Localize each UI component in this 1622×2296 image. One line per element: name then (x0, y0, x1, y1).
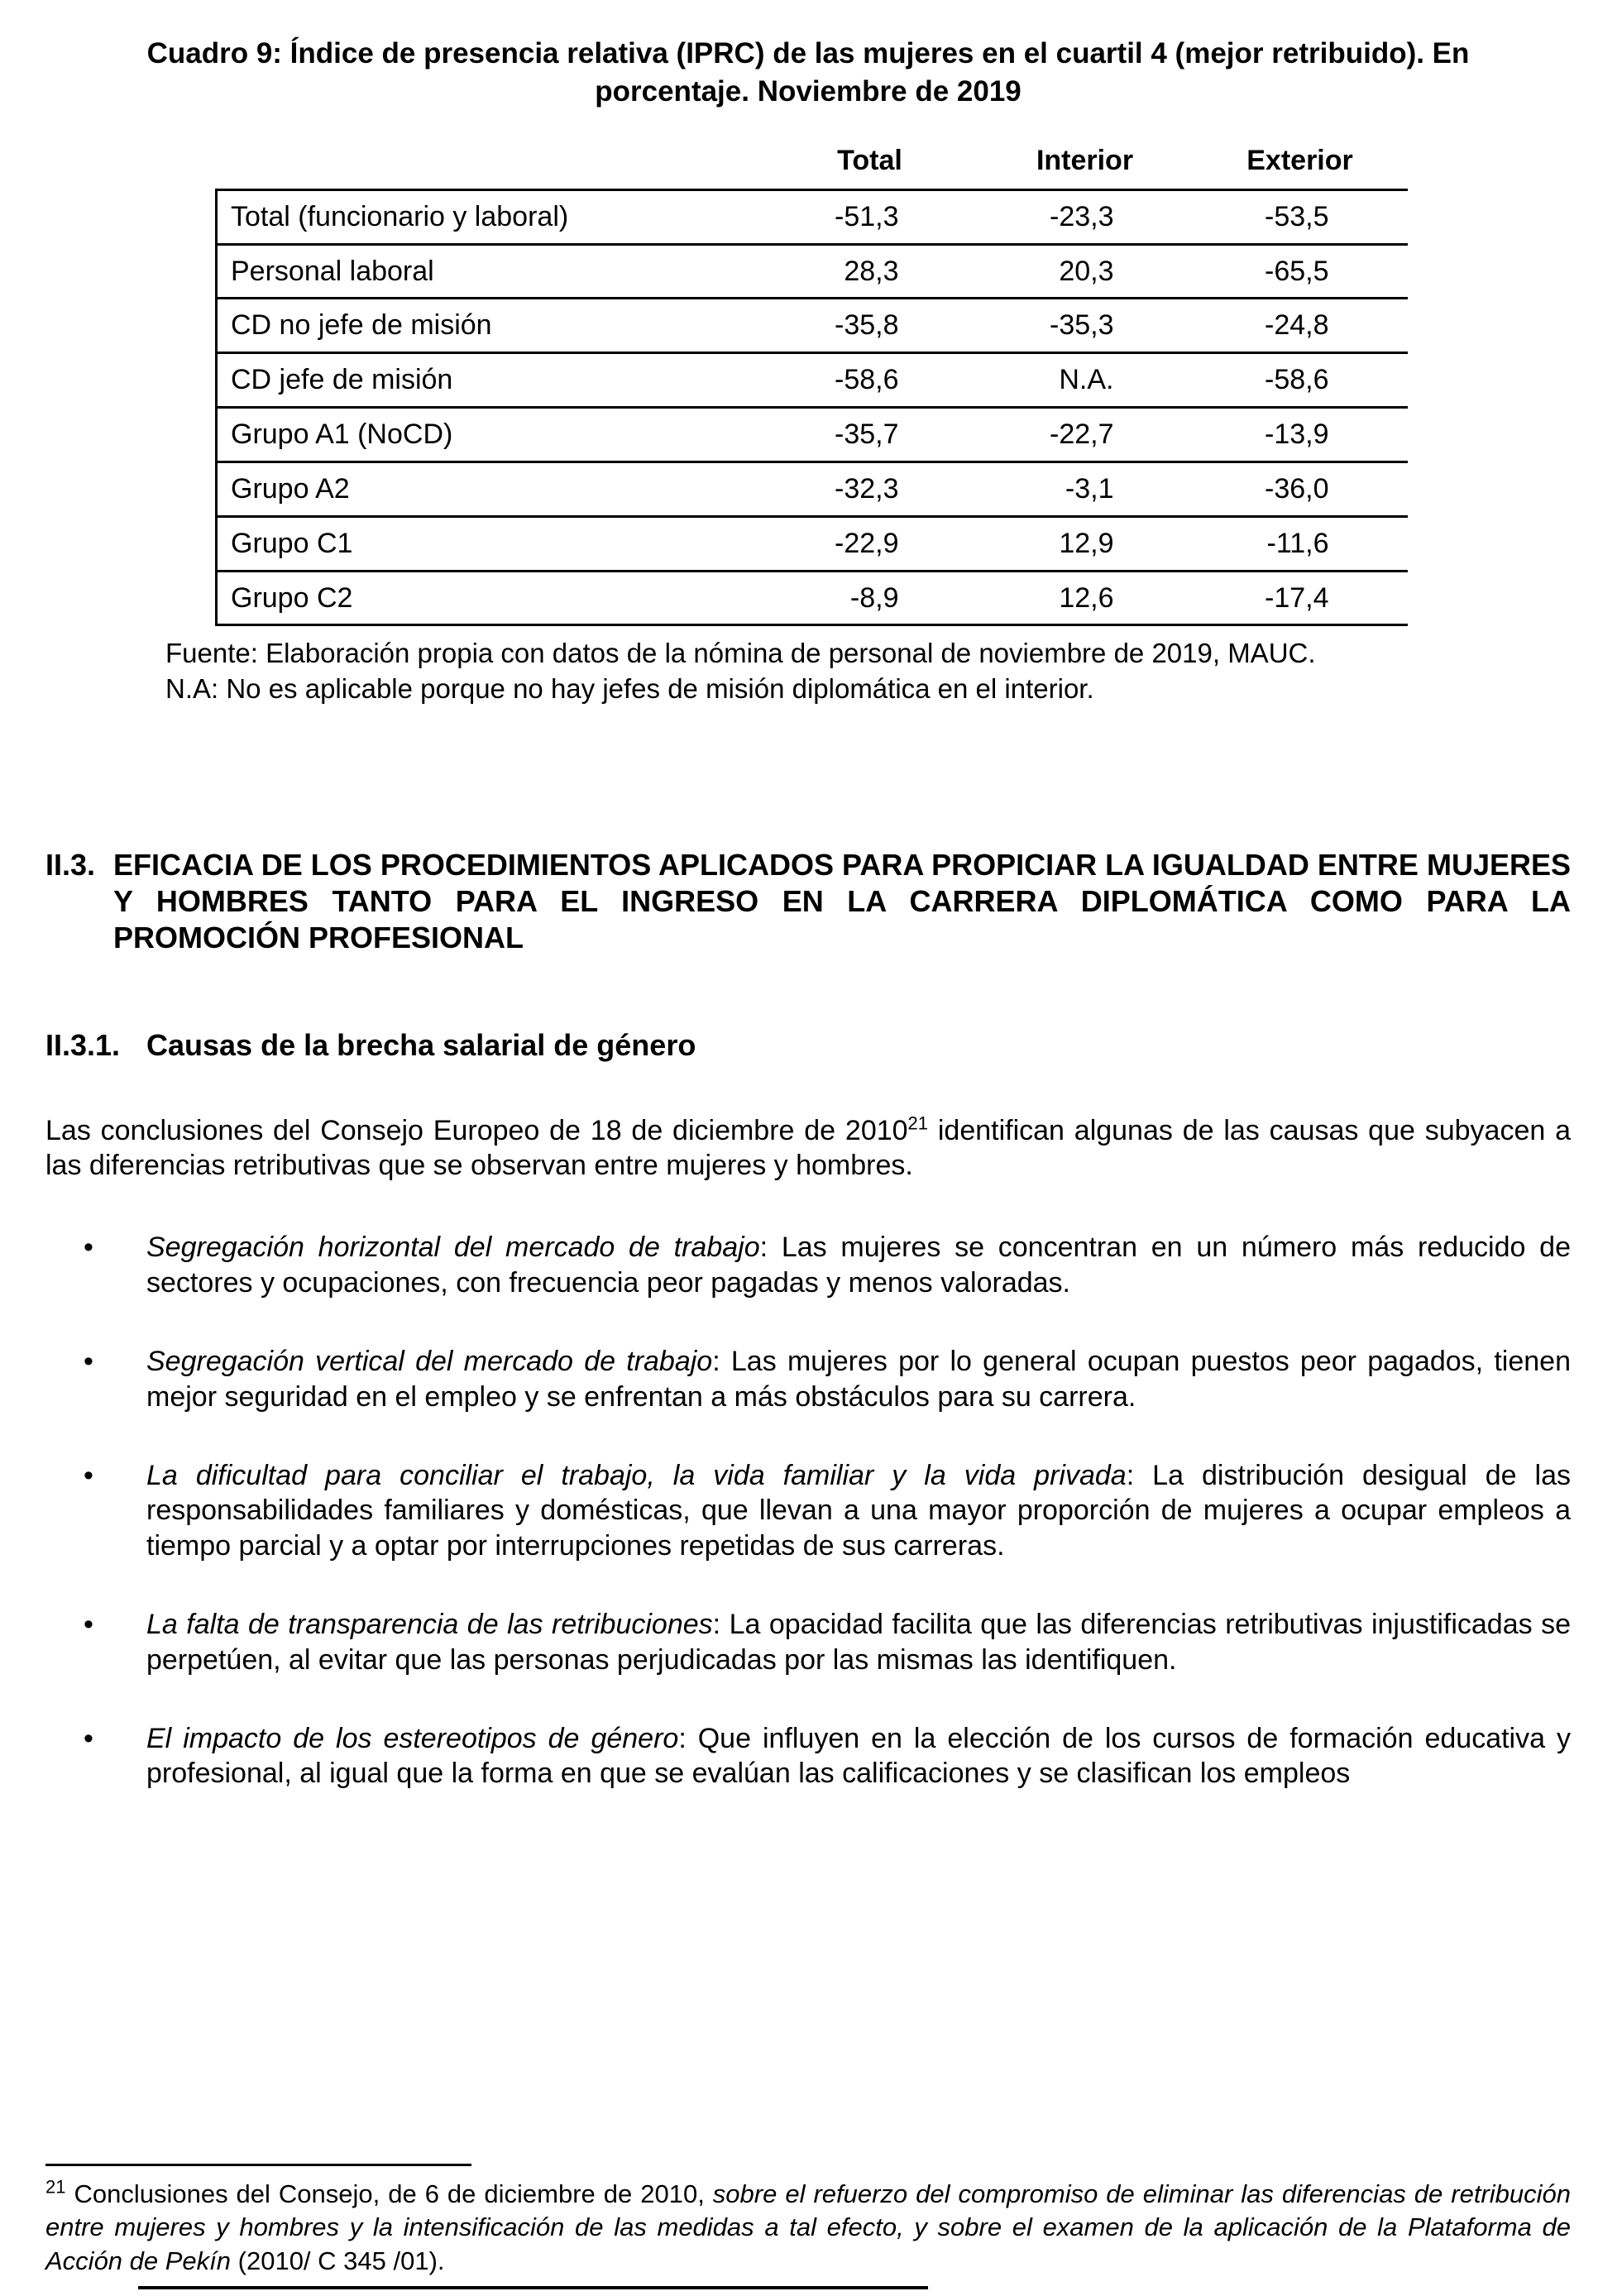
bullet-icon: • (84, 1722, 93, 1754)
bullet-rest: : Que influyen en la elección de los cursos de formación educativa y profesional, al igual que la forma en que se evalúan las calificaciones y se clasifican los empleos (146, 1722, 1571, 1790)
bullet-icon: • (84, 1609, 93, 1640)
bullet-lead: Segregación vertical del mercado de trabajo (146, 1345, 713, 1377)
subsection-heading (45, 1027, 1571, 1064)
cell-interior: N.A. (978, 353, 1193, 408)
cell-interior: -23,3 (978, 189, 1193, 244)
cell-exterior: -11,6 (1193, 516, 1408, 571)
cell-interior: -22,7 (978, 408, 1193, 462)
cell-exterior: -17,4 (1193, 571, 1408, 625)
cell-exterior: -65,5 (1193, 244, 1408, 299)
cell-interior: 12,9 (978, 516, 1193, 571)
cell-exterior: -58,6 (1193, 353, 1408, 408)
header-empty (217, 140, 763, 189)
cell-total: 28,3 (763, 244, 978, 299)
row-label: Personal laboral (217, 244, 763, 299)
cell-interior: -35,3 (978, 299, 1193, 353)
bullet-icon: • (84, 1232, 93, 1264)
table-row (217, 189, 1408, 244)
source-note: Fuente: Elaboración propia con datos de la nómina de personal de noviembre de 2019, MAUC. (165, 638, 1316, 669)
intro-paragraph (45, 1113, 1571, 1184)
bullet-text (146, 1721, 1571, 1792)
row-label: Total (funcionario y laboral) (217, 189, 763, 244)
na-note: N.A: No es aplicable porque no hay jefes de misión diplomática en el interior. (165, 672, 1094, 704)
subsection-number: II.3.1. (45, 1027, 121, 1062)
bullet-text (146, 1458, 1571, 1564)
bullet-icon: • (84, 1459, 93, 1491)
header-total: Total (763, 140, 978, 189)
page-bottom-rule (138, 2286, 928, 2289)
section-heading (45, 847, 1571, 956)
table-title: Cuadro 9: Índice de presencia relativa (IPRC) de las mujeres en el cuartil 4 (mejor retribuido). En porcentaje. Noviembre de 2019 (146, 37, 1470, 108)
row-label: Grupo A1 (NoCD) (217, 408, 763, 462)
bullet-item (45, 1721, 1571, 1792)
table-header-row (217, 140, 1408, 189)
footnote-text (45, 2178, 1571, 2278)
cell-total: -51,3 (763, 189, 978, 244)
section-number: II.3. (45, 847, 96, 882)
table-row (217, 408, 1408, 462)
bullet-item (45, 1607, 1571, 1678)
cell-total: -32,3 (763, 462, 978, 516)
bullet-lead: Segregación horizontal del mercado de trabajo (146, 1232, 760, 1264)
footnote-part-1: Conclusiones del Consejo, de 6 de diciembre de 2010, (74, 2179, 713, 2209)
cell-total: -8,9 (763, 571, 978, 625)
bullet-item (45, 1230, 1571, 1301)
bullet-list (45, 1230, 1571, 1834)
cell-exterior: -24,8 (1193, 299, 1408, 353)
footnote-area (45, 2164, 1571, 2289)
bullet-lead: La falta de transparencia de las retribuciones (146, 1609, 713, 1640)
bullet-text (146, 1607, 1571, 1678)
footnote-ref: 21 (907, 1112, 929, 1134)
table-row (217, 299, 1408, 353)
row-label: Grupo C2 (217, 571, 763, 625)
bullet-text (146, 1344, 1571, 1415)
table-block (45, 35, 1571, 706)
bullet-rest: : Las mujeres por lo general ocupan puestos peor pagados, tienen mejor seguridad en el empleo y se enfrentan a más obstáculos para su carrera. (146, 1345, 1571, 1413)
cell-interior: 20,3 (978, 244, 1193, 299)
cell-total: -35,7 (763, 408, 978, 462)
cell-interior: -3,1 (978, 462, 1193, 516)
table-header (217, 140, 1408, 189)
row-label: CD no jefe de misión (217, 299, 763, 353)
table-row (217, 462, 1408, 516)
table-row (217, 244, 1408, 299)
bullet-rest: : La opacidad facilita que las diferencias retributivas injustificadas se perpetúen, al evitar que las personas perjudicadas por las mismas las identifiquen. (146, 1609, 1571, 1676)
table-row (217, 353, 1408, 408)
bullet-text (146, 1230, 1571, 1301)
cell-total: -35,8 (763, 299, 978, 353)
bullet-item (45, 1458, 1571, 1564)
bullet-rest: : La distribución desigual de las responsabilidades familiares y domésticas, que llevan a una mayor proporción de mujeres a ocupar empleos a tiempo parcial y a optar por interrupciones repetidas de sus carreras. (146, 1459, 1572, 1562)
table-row (217, 516, 1408, 571)
cell-exterior: -13,9 (1193, 408, 1408, 462)
intro-text-1: Las conclusiones del Consejo Europeo de 18 de diciembre de 2010 (45, 1114, 908, 1146)
intro-text-2: identifican algunas de las causas que subyacen a las diferencias retributivas que se observan entre mujeres y hombres. (45, 1114, 1571, 1182)
bullet-icon: • (84, 1345, 93, 1377)
row-label: CD jefe de misión (217, 353, 763, 408)
header-exterior: Exterior (1193, 140, 1408, 189)
row-label: Grupo C1 (217, 516, 763, 571)
bullet-lead: La dificultad para conciliar el trabajo, la vida familiar y la vida privada (146, 1459, 1127, 1491)
subsection-title: Causas de la brecha salarial de género (146, 1027, 696, 1062)
footnote-separator (45, 2164, 471, 2166)
table-notes (165, 636, 1571, 706)
cell-total: -22,9 (763, 516, 978, 571)
table-row (217, 571, 1408, 625)
bullet-item (45, 1344, 1571, 1415)
cell-exterior: -53,5 (1193, 189, 1408, 244)
cell-total: -58,6 (763, 353, 978, 408)
header-interior: Interior (978, 140, 1193, 189)
table-body (217, 189, 1408, 625)
bullet-rest: : Las mujeres se concentran en un número más reducido de sectores y ocupaciones, con frecuencia peor pagadas y menos valoradas. (146, 1232, 1571, 1299)
section-title: EFICACIA DE LOS PROCEDIMIENTOS APLICADOS PARA PROPICIAR LA IGUALDAD ENTRE MUJERES Y HOMBRES TANTO PARA EL INGRESO EN LA CARRERA DIPLOMÁTICA COMO PARA LA PROMOCIÓN PROFESIONAL (113, 847, 1571, 954)
cell-exterior: -36,0 (1193, 462, 1408, 516)
cell-interior: 12,6 (978, 571, 1193, 625)
data-table (215, 140, 1408, 626)
row-label: Grupo A2 (217, 462, 763, 516)
footnote-number: 21 (45, 2176, 66, 2198)
footnote-italic: sobre el refuerzo del compromiso de eliminar las diferencias de retribución entre mujeres y hombres y la intensificación de las medidas a tal efecto, y sobre el examen de la aplicación de la Plataforma de Acción de Pekín (45, 2179, 1571, 2275)
bullet-lead: El impacto de los estereotipos de género (146, 1722, 679, 1754)
footnote-part-2: (2010/ C 345 /01). (231, 2246, 445, 2275)
